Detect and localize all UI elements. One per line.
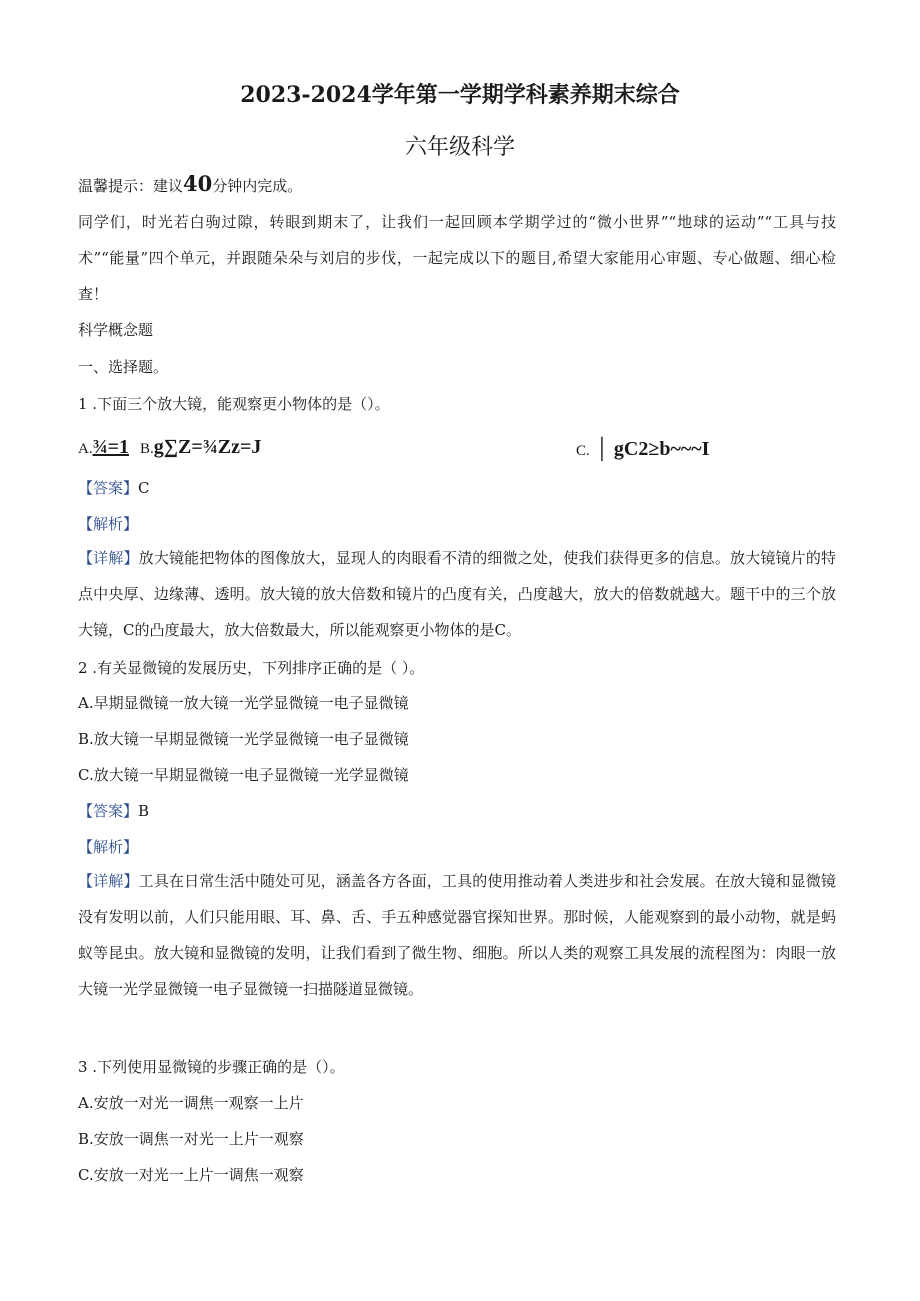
q1-detail-tag: 【详解】 (78, 549, 139, 567)
q3-option-c: C.安放一对光一上片一调焦一观察 (78, 1166, 304, 1184)
document-subtitle: 六年级科学 (404, 135, 515, 160)
q2-answer-value: B (138, 802, 150, 820)
q2-answer-tag: 【答案】 (78, 802, 139, 820)
q2-answer (78, 801, 149, 821)
q1-option-b (140, 436, 261, 459)
q1-option-c (576, 438, 709, 461)
q2-option-c: C.放大镜一早期显微镜一电子显微镜一光学显微镜 (78, 766, 409, 784)
hint-line (78, 171, 303, 196)
q2-detail-tag: 【详解】 (78, 872, 139, 890)
q1-answer (78, 478, 150, 498)
q3-stem: 3 .下列使用显微镜的步骤正确的是（）。 (78, 1058, 345, 1076)
q1-option-a-image-text: ¾=1 (92, 436, 129, 458)
q2-detail-text: 工具在日常生活中随处可见，涵盖各方各面，工具的使用推动着人类进步和社会发展。在放大镜和显微镜没有发明以前，人们只能用眼、耳、鼻、舌、手五种感觉器官探知世界。那时候，人能观察到的最小动物，就是蚂蚁等昆虫。放大镜和显微镜的发明，让我们看到了微生物、细胞。所以人类的观察工具发展的流程图为：肉眼一放大镜一光学显微镜一电子显微镜一扫描隧道显微镜。 (78, 872, 836, 998)
q1-detail (78, 540, 836, 648)
q2-option-a: A.早期显微镜一放大镜一光学显微镜一电子显微镜 (78, 694, 409, 712)
q2-detail (78, 863, 836, 1007)
q2-option-b: B.放大镜一早期显微镜一光学显微镜一电子显微镜 (78, 730, 409, 748)
q3-option-b: B.安放一调焦一对光一上片一观察 (78, 1130, 304, 1148)
q1-stem: 1 .下面三个放大镜，能观察更小物体的是（）。 (78, 395, 390, 413)
hint-suffix: 分钟内完成。 (212, 177, 303, 195)
section-heading: 科学概念题 (78, 321, 154, 339)
q2-analysis-tag: 【解析】 (78, 838, 139, 856)
part-heading: 一、选择题。 (78, 358, 169, 376)
intro-paragraph: 同学们，时光若白驹过隙，转眼到期末了，让我们一起回顾本学期学过的“微小世界”“地球的运动”“工具与技术”“能量”四个单元，并跟随朵朵与刘启的步伐，一起完成以下的题目,希望大家能用心审题、专心做题、细心检查！ (78, 213, 836, 303)
hint-prefix: 温馨提示：建议 (78, 177, 184, 195)
q1-option-a (78, 436, 129, 459)
q3-option-a: A.安放一对光一调焦一观察一上片 (78, 1094, 304, 1112)
q2-stem: 2 .有关显微镜的发展历史，下列排序正确的是（ ）。 (78, 659, 425, 677)
q1-analysis-tag: 【解析】 (78, 515, 139, 533)
q1-option-b-label: B. (140, 441, 154, 457)
q1-option-c-label: C. (576, 443, 590, 459)
q1-answer-value: C (138, 479, 150, 497)
hint-minutes: 40 (183, 171, 213, 196)
q1-option-b-image-text: g∑Z=¾Zz=J (153, 436, 262, 458)
q1-option-c-image-text: │ gC2≥b~~~I (594, 438, 710, 460)
q1-option-a-label: A. (78, 441, 93, 457)
document-title: 2023-2024学年第一学期学科素养期末综合 (240, 82, 680, 108)
q1-answer-tag: 【答案】 (78, 479, 139, 497)
q1-detail-text: 放大镜能把物体的图像放大，显现人的肉眼看不清的细微之处，使我们获得更多的信息。放大镜镜片的特点中央厚、边缘薄、透明。放大镜的放大倍数和镜片的凸度有关，凸度越大，放大的倍数就越大。题干中的三个放大镜，C的凸度最大，放大倍数最大，所以能观察更小物体的是C。 (78, 549, 836, 639)
